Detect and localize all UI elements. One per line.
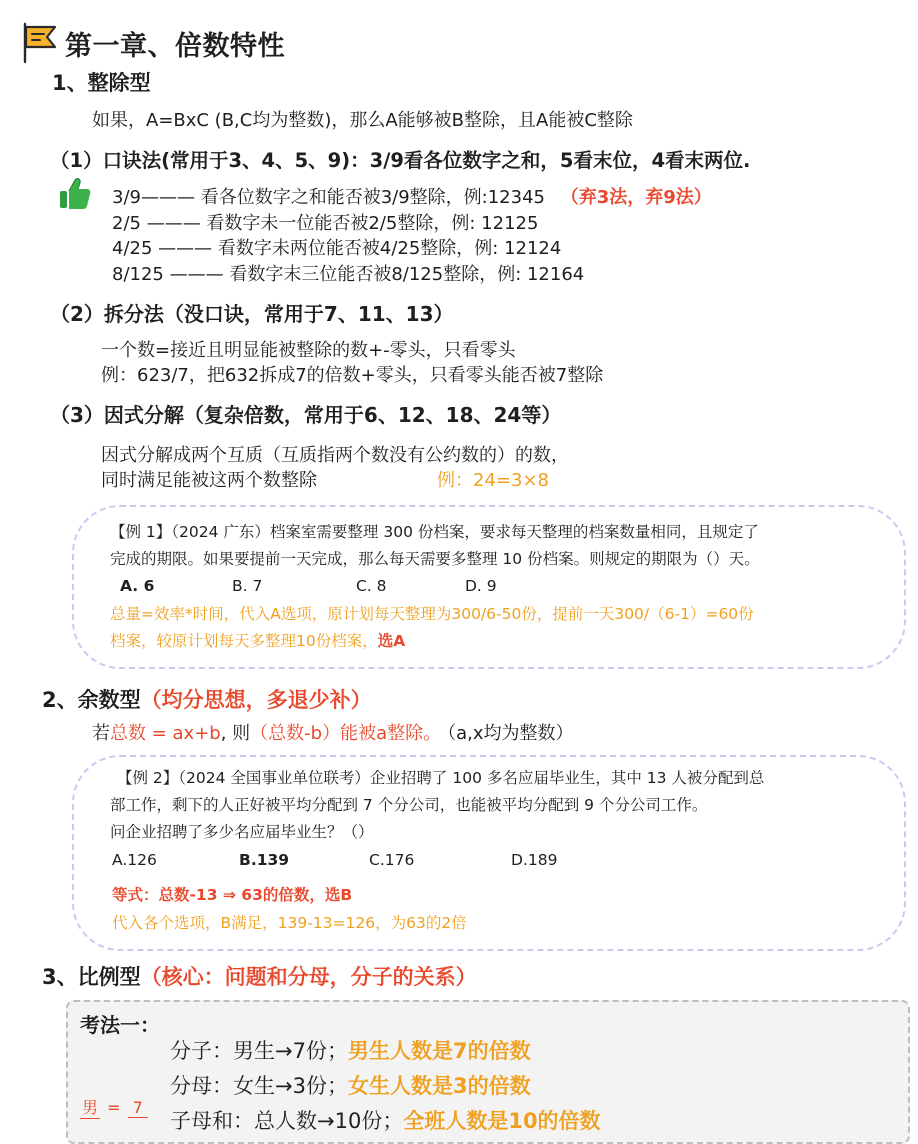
method-3-line-1: 因式分解成两个互质（互质指两个数没有公约数的）的数， <box>101 445 569 466</box>
numerator-rule: 男生人数是7的倍数 <box>347 1039 531 1063</box>
example-2-option-b: B.139 <box>239 851 290 869</box>
section-3-heading <box>42 961 477 991</box>
rule-3-9-text: 3/9——— 看各位数字之和能否被3/9整除，例:12345 <box>112 187 545 208</box>
formula-then: , 则 <box>220 723 251 744</box>
method-box-title: 考法一： <box>80 1013 160 1037</box>
formula-divisible: （总数-b）能被a整除。 <box>250 723 442 744</box>
example-1-question-1: 【例 1】（2024 广东）档案室需要整理 300 份档案，要求每天整理的档案数量相同，且规定了 <box>110 523 759 541</box>
ratio-fraction <box>80 1095 148 1119</box>
section-3-note: （核心：问题和分母，分子的关系） <box>140 965 477 989</box>
method-2-heading: （2）拆分法（没口诀，常用于7、11、13） <box>50 302 454 326</box>
formula-prefix: 若 <box>92 723 110 744</box>
method-2-line-1: 一个数=接近且明显能被整除的数+-零头，只看零头 <box>101 340 516 361</box>
method-1-heading: （1）口诀法(常用于3、4、5、9)：3/9看各位数字之和，5看末位，4看末两位. <box>50 149 751 172</box>
section-2-heading <box>42 684 372 714</box>
method-3-heading: （3）因式分解（复杂倍数，常用于6、12、18、24等） <box>50 403 562 427</box>
sum-rule: 全班人数是10的倍数 <box>403 1109 601 1133</box>
ratio-line-3 <box>170 1105 601 1135</box>
example-2-option-a: A.126 <box>112 851 157 869</box>
method-3-example: 例：24=3×8 <box>437 470 549 491</box>
ratio-line-2 <box>170 1070 531 1100</box>
method-3-line-2: 同时满足能被这两个数整除 <box>101 470 317 491</box>
example-1-answer-1: 总量=效率*时间，代入A选项，原计划每天整理为300/6-50份，提前一天300/（6-1）=60份 <box>110 605 754 623</box>
example-2-question-1: 【例 2】（2024 全国事业单位联考）企业招聘了 100 多名应届毕业生，其中 13 人被分配到总 <box>117 769 765 787</box>
rule-3-9-note: （弃3法，弃9法） <box>560 187 712 208</box>
example-1-answer-pick: 选A <box>377 632 406 650</box>
section-2-note: （均分思想，多退少补） <box>140 688 372 712</box>
method-2-line-2: 例：623/7，把632拆成7的倍数+零头，只看零头能否被7整除 <box>101 365 604 386</box>
section-1-desc: 如果，A=BxC (B,C均为整数)，那么A能够被B整除，且A能被C整除 <box>92 110 633 131</box>
formula-total: 总数 = ax+b <box>110 723 221 744</box>
example-2-option-c: C.176 <box>369 851 415 869</box>
thumbs-up-icon <box>58 176 92 216</box>
fraction-equals: = <box>107 1098 121 1117</box>
chapter-title: 第一章、倍数特性 <box>65 31 285 62</box>
example-1-option-c: C. 8 <box>356 577 387 595</box>
example-1-question-2: 完成的期限。如果要提前一天完成，那么每天需要多整理 10 份档案。则规定的期限为（）天。 <box>110 550 760 568</box>
section-1-heading: 1、整除型 <box>52 71 151 95</box>
example-1-option-b: B. 7 <box>232 577 263 595</box>
fraction-numerator: 男 <box>80 1095 100 1119</box>
example-2-option-d: D.189 <box>511 851 558 869</box>
denominator-rule: 女生人数是3的倍数 <box>347 1074 531 1098</box>
denominator-text: 分母：女生→3份； <box>170 1074 348 1098</box>
example-2-answer-1: 等式：总数-13 ⇒ 63的倍数，选B <box>112 886 353 904</box>
rule-3-9 <box>112 183 712 209</box>
example-1-answer-2-text: 档案，较原计划每天多整理10份档案， <box>110 632 378 650</box>
example-2-question-2: 部工作，剩下的人正好被平均分配到 7 个分公司，也能被平均分配到 9 个分公司工作。 <box>110 796 708 814</box>
rule-2-5: 2/5 ——— 看数字未一位能否被2/5整除，例: 12125 <box>112 213 539 234</box>
rule-8-125: 8/125 ——— 看数字末三位能否被8/125整除，例: 12164 <box>112 264 585 285</box>
example-1-option-d: D. 9 <box>465 577 497 595</box>
numerator-text: 分子：男生→7份； <box>170 1039 348 1063</box>
example-2-question-3: 问企业招聘了多少名应届毕业生？（） <box>110 823 374 841</box>
section-2-title: 2、余数型 <box>42 688 141 712</box>
example-2-answer-2: 代入各个选项，B满足，139-13=126，为63的2倍 <box>112 914 467 932</box>
ratio-line-1 <box>170 1035 531 1065</box>
formula-condition: （a,x均为整数） <box>447 723 574 744</box>
sum-text: 子母和：总人数→10份； <box>170 1109 404 1133</box>
example-1-answer-2 <box>110 628 405 654</box>
rule-4-25: 4/25 ——— 看数字未两位能否被4/25整除，例: 12124 <box>112 238 562 259</box>
fraction-value: 7 <box>128 1098 148 1118</box>
example-1-option-a: A. 6 <box>120 577 155 595</box>
section-3-title: 3、比例型 <box>42 965 141 989</box>
flag-icon <box>20 20 60 68</box>
section-2-formula <box>92 719 574 745</box>
